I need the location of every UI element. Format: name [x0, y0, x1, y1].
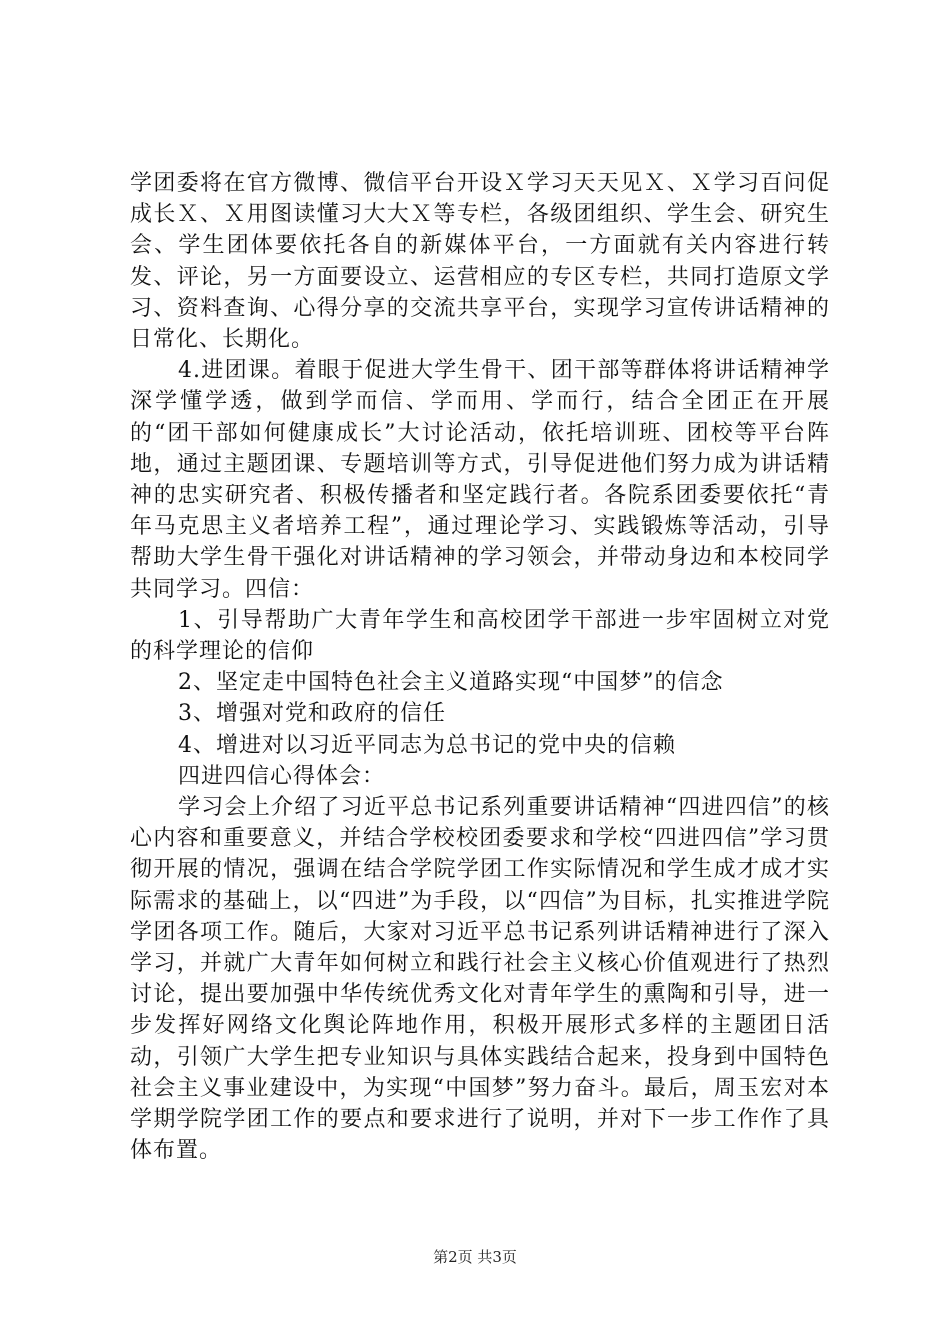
paragraph-belief-2: 2、坚定走中国特色社会主义道路实现“中国梦”的信念	[178, 670, 724, 696]
paragraph-platform-columns: 学团委将在官方微博、微信平台开设Ｘ学习天天见Ｘ、Ｘ学习百问促成长Ｘ、Ｘ用图读懂习大大Ｘ等专栏，各级团组织、学生会、研究生会、学生团体要依托各自的新媒体平台，一方面就有关内容进行转发、评论，另一方面要设立、运营相应的专区专栏，共同打造原文学习、资料查询、心得分享的交流共享平台，实现学习宣传讲话精神的日常化、长期化。	[130, 171, 830, 353]
paragraph-belief-3: 3、增强对党和政府的信任	[178, 701, 446, 727]
paragraph-league-lesson: 4.进团课。着眼于促进大学生骨干、团干部等群体将讲话精神学深学懂学透，做到学而信、学而用、学而行，结合全团正在开展的“团干部如何健康成长”大讨论活动，依托培训班、团校等平台阵地，通过主题团课、专题培训等方式，引导促进他们努力成为讲话精神的忠实研究者、积极传播者和坚定践行者。各院系团委要依托“青年马克思主义者培养工程”，通过理论学习、实践锻炼等活动，引导帮助大学生骨干强化对讲话精神的学习领会，并带动身边和本校同学共同学习。四信：	[130, 358, 830, 602]
paragraph-reflections: 学习会上介绍了习近平总书记系列重要讲话精神“四进四信”的核心内容和重要意义，并结合学校校团委要求和学校“四进四信”学习贯彻开展的情况，强调在结合学院学团工作实际情况和学生成才成才实际需求的基础上，以“四进”为手段，以“四信”为目标，扎实推进学院学团各项工作。随后，大家对习近平总书记系列讲话精神进行了深入学习，并就广大青年如何树立和践行社会主义核心价值观进行了热烈讨论，提出要加强中华传统优秀文化对青年学生的熏陶和引导，进一步发挥好网络文化舆论阵地作用，积极开展形式多样的主题团日活动，引领广大学生把专业知识与具体实践结合起来，投身到中国特色社会主义事业建设中，为实现“中国梦”努力奋斗。最后，周玉宏对本学期学院学团工作的要点和要求进行了说明，并对下一步工作作了具体布置。	[130, 795, 830, 1164]
section-heading-reflections: 四进四信心得体会：	[178, 763, 386, 789]
paragraph-belief-1: 1、引导帮助广大青年学生和高校团学干部进一步牢固树立对党的科学理论的信仰	[130, 607, 830, 665]
paragraph-belief-4: 4、增进对以习近平同志为总书记的党中央的信赖	[178, 732, 676, 758]
page-number: 第2页 共3页	[433, 1248, 517, 1266]
document-body	[130, 168, 830, 1167]
